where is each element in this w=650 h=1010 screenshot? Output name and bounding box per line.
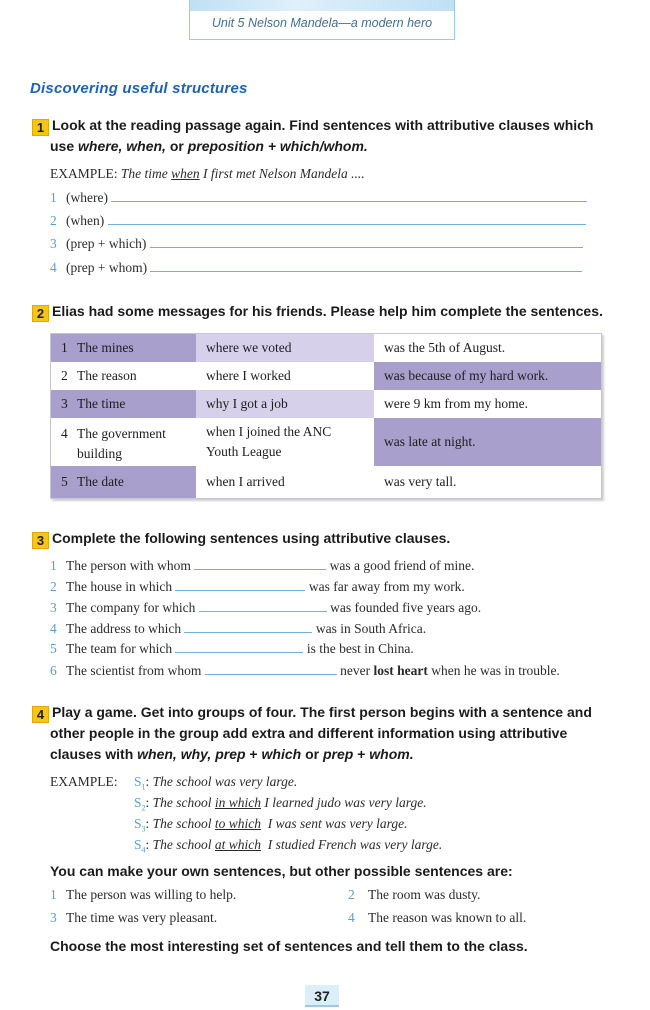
section-title: Discovering useful structures (30, 80, 248, 97)
task4-line-3: clauses with when, why, prep + which or prep + whom. (50, 746, 414, 762)
task4-example-2: $S_2$: The school in which I learned judo was very large. (134, 795, 427, 813)
task4-own-sentences: You can make your own sentences, but other possible sentences are: (50, 863, 513, 879)
example-pre: The time (120, 166, 172, 181)
answer-line[interactable] (111, 191, 587, 202)
item-number: 1 (50, 190, 57, 205)
task3-item-1: 1 The person with whom was a good friend of mine. (50, 558, 475, 573)
item-hint: (prep + whom) (66, 260, 148, 275)
task4-line-1: Play a game. Get into groups of four. The first person begins with a sentence and (52, 704, 592, 720)
task1-line-b (32, 138, 368, 154)
table-cell-subject: 5 The date (51, 466, 196, 498)
task1-or: or (165, 138, 188, 154)
item-hint: (prep + which) (66, 236, 147, 251)
task1-line-a: Look at the reading passage again. Find sentences with attributive clauses which (52, 117, 594, 133)
table-row (51, 466, 601, 498)
unit-header (189, 0, 455, 40)
task4-option-2: 2 The room was dusty. (348, 887, 481, 902)
table-cell-subject: 3 The time (51, 390, 196, 418)
task1-badge: 1 (32, 119, 49, 136)
table-cell-clause: when I joined the ANC Youth League (196, 418, 374, 466)
task4-option-3: 3 The time was very pleasant. (50, 910, 218, 925)
task4-example-4: $S_4$: The school at which I studied French was very large. (134, 837, 443, 855)
task1-example (50, 166, 365, 182)
task1-use: use (50, 138, 79, 154)
example-underlined: when (171, 166, 200, 181)
answer-line[interactable] (184, 622, 312, 633)
item-hint: (when) (66, 213, 105, 228)
table-row (51, 390, 601, 418)
table-cell-subject: 1 The mines (51, 334, 196, 362)
table-row (51, 418, 601, 466)
task4-closing: Choose the most interesting set of sentences and tell them to the class. (50, 938, 528, 954)
task3-item-6: 6 The scientist from whom never lost heart when he was in trouble. (50, 663, 560, 678)
table-row (51, 334, 601, 362)
table-cell-predicate: were 9 km from my home. (374, 390, 601, 418)
table-cell-predicate: was because of my hard work. (374, 362, 601, 390)
task4-option-4: 4 The reason was known to all. (348, 910, 527, 925)
task2-instruction (32, 301, 622, 322)
example-post: I first met Nelson Mandela .... (199, 166, 365, 181)
table-cell-subject: 2 The reason (51, 362, 196, 390)
item-number: 2 (50, 213, 57, 228)
task4-line-2: other people in the group add extra and different information using attributive (50, 725, 568, 741)
task4-badge: 4 (32, 706, 49, 723)
answer-line[interactable] (150, 237, 583, 248)
task3-instruction (32, 528, 622, 549)
task1-item-3 (50, 236, 583, 252)
task1-item-2 (50, 213, 586, 229)
matching-table (50, 333, 602, 499)
page-number: 37 (305, 985, 339, 1007)
table-cell-clause: where we voted (196, 334, 374, 362)
task1-prep: preposition + which/whom. (187, 138, 368, 154)
task4-example-3: $S_3$: The school to which I was sent was very large. (134, 816, 408, 834)
task1-item-4 (50, 260, 582, 276)
table-cell-clause: when I arrived (196, 466, 374, 498)
task3-item-5: 5 The team for which is the best in China. (50, 641, 414, 656)
table-cell-predicate: was late at night. (374, 418, 601, 466)
task3-text: Complete the following sentences using attributive clauses. (52, 530, 451, 546)
answer-line[interactable] (194, 559, 326, 570)
item-number: 4 (50, 260, 57, 275)
task1-instruction (32, 115, 622, 157)
task3-item-3: 3 The company for which was founded five years ago. (50, 600, 482, 615)
answer-line[interactable] (108, 214, 586, 225)
unit-title: Unit 5 Nelson Mandela—a modern hero (211, 16, 433, 30)
header-decor-strip (190, 0, 454, 11)
answer-line[interactable] (175, 642, 303, 653)
example-label: EXAMPLE: (50, 166, 121, 181)
task1-item-1 (50, 190, 587, 206)
task2-text: Elias had some messages for his friends. Please help him complete the sentences. (52, 303, 603, 319)
task3-item-2: 2 The house in which was far away from my work. (50, 579, 465, 594)
table-cell-predicate: was the 5th of August. (374, 334, 601, 362)
task3-badge: 3 (32, 532, 49, 549)
table-row (51, 362, 601, 390)
task4-instruction (32, 702, 622, 765)
answer-line[interactable] (199, 601, 327, 612)
task4-example-1: $S_1$: The school was very large. (134, 774, 298, 792)
item-hint: (where) (66, 190, 108, 205)
table-cell-predicate: was very tall. (374, 466, 601, 498)
answer-line[interactable] (205, 664, 337, 675)
task4-example-label: EXAMPLE: (50, 774, 118, 789)
task1-where-when: where, when, (78, 138, 166, 154)
table-cell-subject: 4 The government building (51, 418, 196, 466)
item-number: 3 (50, 236, 57, 251)
answer-line[interactable] (150, 261, 582, 272)
task2-badge: 2 (32, 305, 49, 322)
task4-option-1: 1 The person was willing to help. (50, 887, 237, 902)
answer-line[interactable] (175, 580, 305, 591)
table-cell-clause: why I got a job (196, 390, 374, 418)
task3-item-4: 4 The address to which was in South Africa. (50, 621, 427, 636)
table-cell-clause: where I worked (196, 362, 374, 390)
